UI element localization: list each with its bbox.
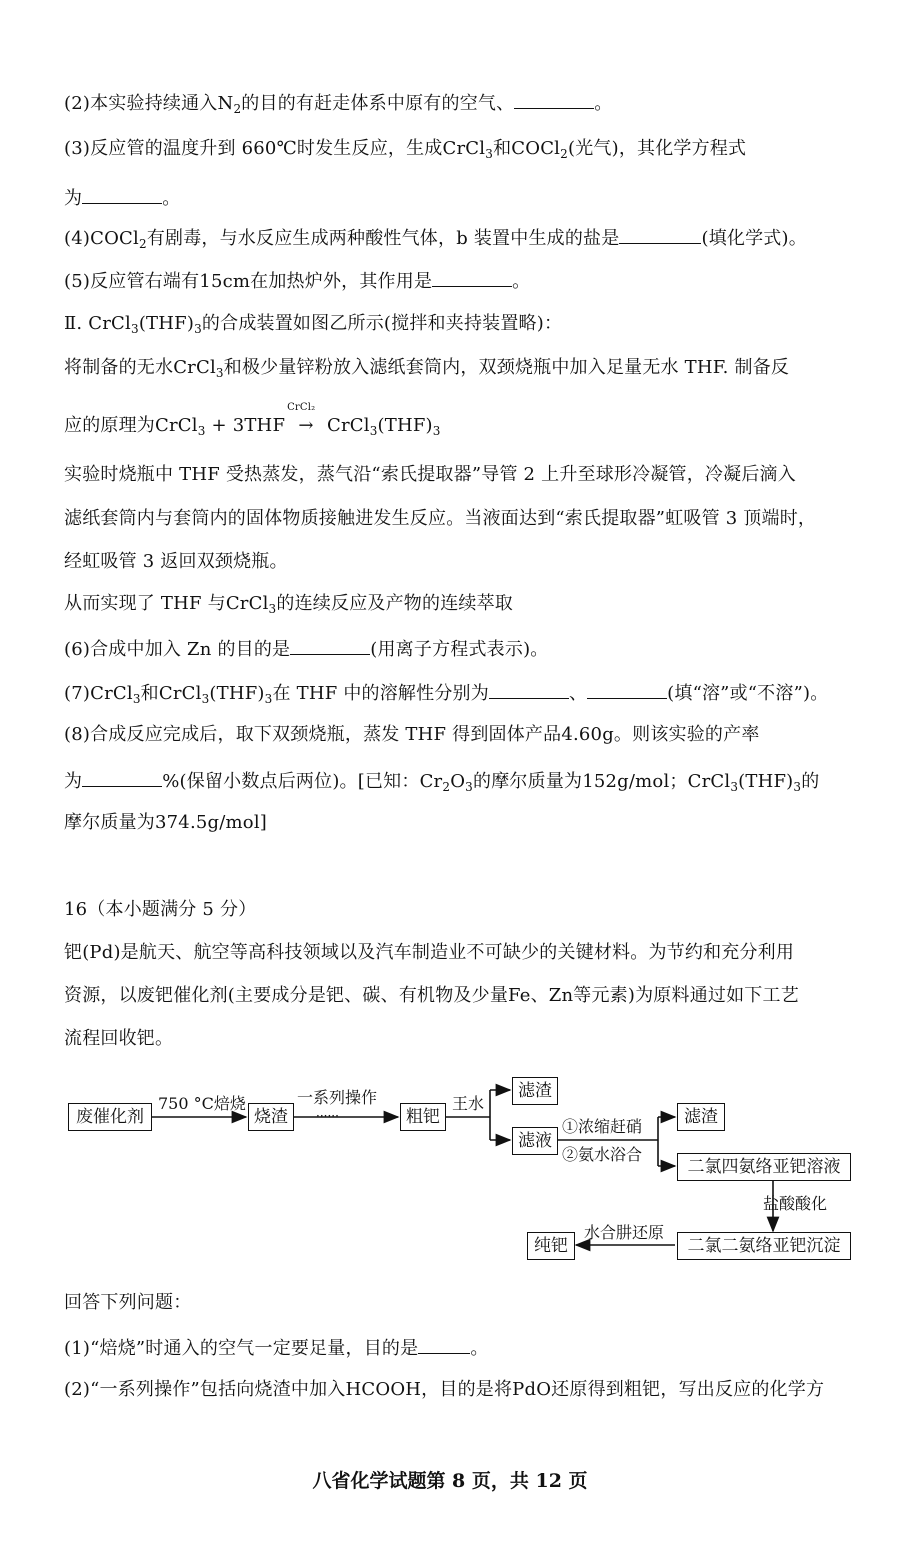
flow-box-diammine-precipitate: 二氯二氨络亚钯沉淀 xyxy=(677,1232,851,1260)
text: (光气)，其化学方程式 xyxy=(567,138,747,159)
q16-question-2: (2)“一系列操作”包括向烧渣中加入HCOOH，目的是将PdO还原得到粗钯，写出反应的化学方 xyxy=(64,1379,825,1400)
part2-para-3: 实验时烧瓶中 THF 受热蒸发，蒸气沿“索氏提取器”导管 2 上升至球形冷凝管，冷凝后滴入 xyxy=(64,464,796,485)
part2-para-1: 将制备的无水CrCl$_3$和极少量锌粉放入滤纸套筒内，双颈烧瓶中加入足量无水 THF. 制备反 xyxy=(64,357,790,380)
flow-label-hcl-acidify: 盐酸酸化 xyxy=(763,1194,828,1213)
text: 的连续反应及产物的连续萃取 xyxy=(276,593,513,614)
text: (7)CrCl xyxy=(64,683,133,704)
text: (6)合成中加入 Zn 的目的是 xyxy=(64,639,291,660)
text: 的 xyxy=(801,771,820,792)
flow-dots: ······ xyxy=(316,1109,339,1123)
text: 。 xyxy=(470,1338,489,1359)
text: 将制备的无水CrCl xyxy=(64,357,216,378)
answer-blank xyxy=(432,268,512,287)
answer-blank xyxy=(82,185,162,204)
text: 应的原理为CrCl xyxy=(64,415,198,436)
flow-label-roast: 750 °C焙烧 xyxy=(158,1094,246,1113)
text: + 3THF xyxy=(205,415,292,436)
flow-box-residue-2: 滤渣 xyxy=(677,1103,725,1131)
text: (用离子方程式表示)。 xyxy=(370,639,549,660)
text: 和极少量锌粉放入滤纸套筒内，双颈烧瓶中加入足量无水 THF. 制备反 xyxy=(223,357,790,378)
flow-box-pure-pd: 纯钯 xyxy=(527,1232,575,1260)
text: (5)反应管右端有15cm在加热炉外，其作用是 xyxy=(64,271,433,292)
answer-blank xyxy=(82,768,162,787)
flow-label-aqua-regia: 王水 xyxy=(452,1094,485,1113)
text: 的合成装置如图乙所示(搅拌和夹持装置略)： xyxy=(201,313,563,334)
text: 。 xyxy=(512,271,531,292)
part2-title: Ⅱ. $CrCl_3(THF)_3$的合成装置如图乙所示(搅拌和夹持装置略)： xyxy=(64,313,563,336)
page-footer: 八省化学试题第 8 页，共 12 页 xyxy=(312,1470,588,1492)
flow-box-crude-pd: 粗钯 xyxy=(400,1103,446,1131)
q16-para-1: 钯(Pd)是航天、航空等高科技领域以及汽车制造业不可缺少的关键材料。为节约和充分利用 xyxy=(64,942,795,963)
question-8: (8)合成反应完成后，取下双颈烧瓶，蒸发 THF 得到固体产品4.60g。则该实验的产率 xyxy=(64,724,760,745)
text: (4)COCl xyxy=(64,228,139,249)
text: 在 THF 中的溶解性分别为 xyxy=(272,683,489,704)
flow-box-waste-catalyst: 废催化剂 xyxy=(68,1103,152,1131)
text: (填“溶”或“不溶”)。 xyxy=(667,683,829,704)
part2-para-5: 经虹吸管 3 返回双颈烧瓶。 xyxy=(64,551,288,572)
question-4: (4)COCl$_2$有剧毒，与水反应生成两种酸性气体，b 装置中生成的盐是 (填化学式)。 xyxy=(64,225,864,251)
text: 。 xyxy=(162,188,181,209)
text: 从而实现了 THF 与CrCl xyxy=(64,593,269,614)
flow-box-slag: 烧渣 xyxy=(248,1103,294,1131)
question-3-cont xyxy=(64,185,864,211)
reaction-equation: 应的原理为CrCl$_3$ + 3THF CrCl₂ → $CrCl_3(THF)_3$ xyxy=(64,414,864,438)
q16-header: 16（本小题满分 5 分） xyxy=(64,899,257,920)
flow-box-tetraammine-solution: 二氯四氨络亚钯溶液 xyxy=(677,1153,851,1181)
flow-label-step2: ②氨水浴合 xyxy=(562,1145,643,1164)
question-2 xyxy=(64,90,864,116)
catalyst-label: CrCl₂ xyxy=(287,402,316,413)
text: 的摩尔质量为152g/mol；CrCl xyxy=(473,771,731,792)
q16-para-2: 资源，以废钯催化剂(主要成分是钯、碳、有机物及少量Fe、Zn等元素)为原料通过如下工艺 xyxy=(64,985,799,1006)
arrow-glyph: → xyxy=(298,415,314,436)
text: (1)“焙烧”时通入的空气一定要足量，目的是 xyxy=(64,1338,419,1359)
text: (THF) xyxy=(209,683,265,704)
text: (THF) xyxy=(377,415,433,436)
question-8-cont2: 摩尔质量为374.5g/mol] xyxy=(64,812,268,833)
text: CrCl xyxy=(321,415,370,436)
flow-label-hydrazine-reduce: 水合肼还原 xyxy=(584,1223,665,1242)
text: 为 xyxy=(64,188,83,209)
part2-para-6: 从而实现了 THF 与CrCl$_3$的连续反应及产物的连续萃取 xyxy=(64,593,513,616)
question-8-cont: 为 %(保留小数点后两位)。[已知：$Cr_2O_3$的摩尔质量为152g/mol；$CrCl_3(THF)_3$的 xyxy=(64,768,864,794)
question-7: (7)CrCl$_3$和$CrCl_3(THF)_3$在 THF 中的溶解性分别为 、 (填“溶”或“不溶”)。 xyxy=(64,680,864,706)
question-6 xyxy=(64,636,864,662)
text: 的目的有赶走体系中原有的空气、 xyxy=(241,93,515,114)
part2-para-4: 滤纸套筒内与套筒内的固体物质接触进发生反应。当液面达到“索氏提取器”虹吸管 3 顶端时， xyxy=(64,508,817,529)
question-5 xyxy=(64,268,864,294)
flow-label-step1: ①浓缩赶硝 xyxy=(562,1117,643,1136)
answer-blank xyxy=(290,636,370,655)
flow-box-filtrate: 滤液 xyxy=(512,1127,558,1155)
answer-blank xyxy=(514,90,594,109)
text: 有剧毒，与水反应生成两种酸性气体，b 装置中生成的盐是 xyxy=(146,228,620,249)
text: Ⅱ. CrCl xyxy=(64,313,131,334)
answer-blank xyxy=(587,680,667,699)
text: 和COCl xyxy=(493,138,561,159)
text: (3)反应管的温度升到 660℃时发生反应，生成CrCl xyxy=(64,138,486,159)
text: 和CrCl xyxy=(140,683,202,704)
question-3: (3)反应管的温度升到 660℃时发生反应，生成CrCl$_3$和COCl$_2$(光气)，其化学方程式 xyxy=(64,138,747,161)
q16-question-1 xyxy=(64,1335,864,1361)
text: (THF) xyxy=(138,313,195,334)
text: 为 xyxy=(64,771,83,792)
subscript: 2 xyxy=(233,102,242,116)
text: (填化学式)。 xyxy=(701,228,807,249)
flow-label-operations: 一系列操作 xyxy=(297,1088,378,1107)
reaction-arrow xyxy=(287,402,321,438)
q16-para-3: 流程回收钯。 xyxy=(64,1028,174,1049)
text: (THF) xyxy=(738,771,794,792)
text: %(保留小数点后两位)。[已知：Cr xyxy=(162,771,443,792)
answer-blank xyxy=(619,225,701,244)
answer-blank xyxy=(489,680,569,699)
text: O xyxy=(450,771,466,792)
answer-blank xyxy=(418,1335,470,1354)
text: 。 xyxy=(594,93,613,114)
flow-box-residue-1: 滤渣 xyxy=(512,1077,558,1105)
text: 、 xyxy=(568,683,588,704)
answer-intro: 回答下列问题： xyxy=(64,1292,192,1313)
text: (2)本实验持续通入N xyxy=(64,93,234,114)
